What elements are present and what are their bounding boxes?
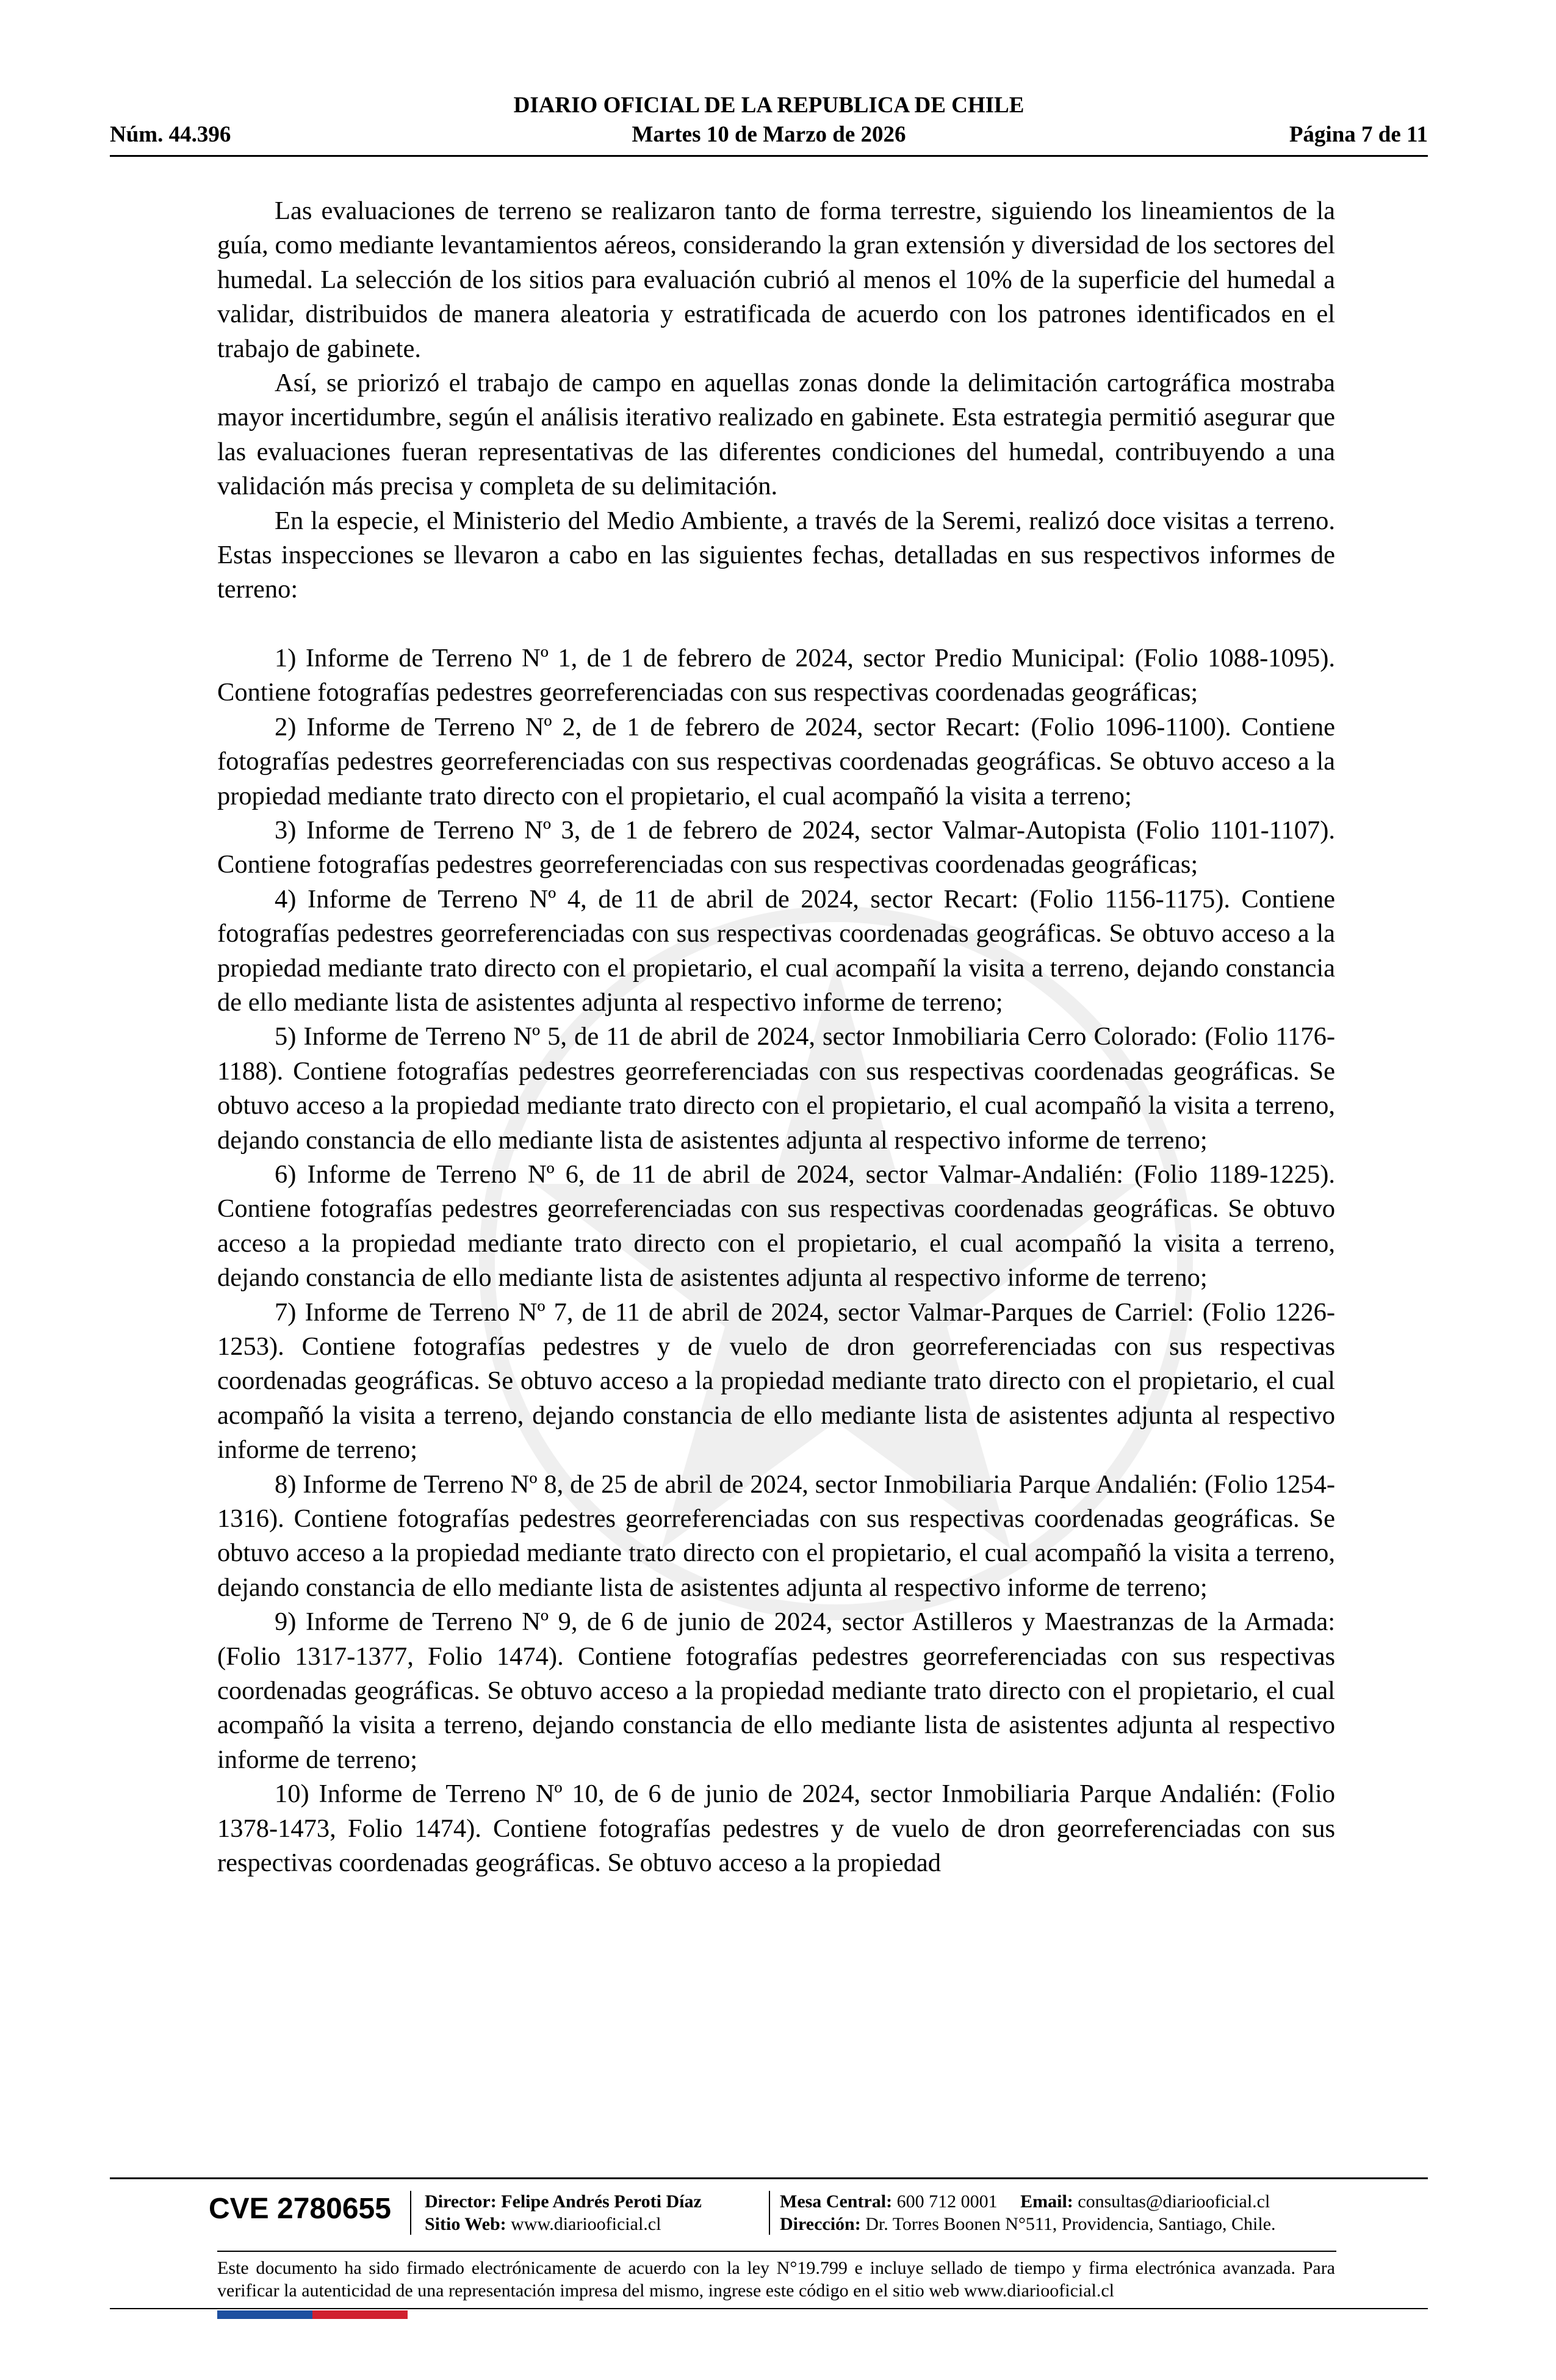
report-item: 4) Informe de Terreno Nº 4, de 11 de abril de 2024, sector Recart: (Folio 1156-1175). Contiene fotografías pedestres georreferenciadas con sus respectivas coordenadas geográficas. Se obtuvo acceso a la propiedad mediante trato directo con el propietario, el cual acompañí la visita a terreno, dejando constancia de ello mediante lista de asistentes adjunta al respectivo informe de terreno; <box>217 884 1335 1017</box>
report-item: 5) Informe de Terreno Nº 5, de 11 de abril de 2024, sector Inmobiliaria Cerro Colorado: (Folio 1176-1188). Contiene fotografías pedestres georreferenciadas con sus respectivas coordenadas geográficas. Se obtuvo acceso a la propiedad mediante trato directo con el propietario, el cual acompañó la visita a terreno, dejando constancia de ello mediante lista de asistentes adjunta al respectivo informe de terreno; <box>217 1022 1335 1155</box>
report-item: 9) Informe de Terreno Nº 9, de 6 de junio de 2024, sector Astilleros y Maestranzas de la Armada: (Folio 1317-1377, Folio 1474). Contiene fotografías pedestres georreferenciadas con sus respectivas coordenadas geográficas. Se obtuvo acceso a la propiedad mediante trato directo con el propietario, el cual acompañó la visita a terreno, dejando constancia de ello mediante lista de asistentes adjunta al respectivo informe de terreno; <box>217 1607 1335 1774</box>
footer-bottom-divider <box>110 2308 1428 2309</box>
report-item: 6) Informe de Terreno Nº 6, de 11 de abril de 2024, sector Valmar-Andalién: (Folio 1189-1225). Contiene fotografías pedestres georreferenciadas con sus respectivas coordenadas geográficas. Se obtuvo acceso a la propiedad mediante trato directo con el propietario, el cual acompañó la visita a terreno, dejando constancia de ello mediante lista de asistentes adjunta al respectivo informe de terreno; <box>217 1159 1335 1293</box>
report-item: 3) Informe de Terreno Nº 3, de 1 de febrero de 2024, sector Valmar-Autopista (Folio 1101-1107). Contiene fotografías pedestres georreferenciadas con sus respectivas coordenadas geográficas; <box>217 815 1335 879</box>
cve-code: CVE 2780655 <box>209 2193 391 2225</box>
report-item: 10) Informe de Terreno Nº 10, de 6 de junio de 2024, sector Inmobiliaria Parque Andalién: (Folio 1378-1473, Folio 1474). Contiene fotografías pedestres y de vuelo de dron georreferenciadas con sus respectivas coordenadas geográficas. Se obtuvo acceso a la propiedad <box>217 1780 1335 1878</box>
footer-separator <box>769 2191 770 2235</box>
site-label: Sitio Web: <box>425 2214 506 2234</box>
email-link[interactable]: consultas@diariooficial.cl <box>1078 2191 1270 2212</box>
page-number: Página 7 de 11 <box>1289 122 1428 147</box>
newspaper-title: DIARIO OFICIAL DE LA REPUBLICA DE CHILE <box>513 93 1025 118</box>
mesa-label: Mesa Central: <box>780 2191 893 2212</box>
report-item: 7) Informe de Terreno Nº 7, de 11 de abril de 2024, sector Valmar-Parques de Carriel: (Folio 1226-1253). Contiene fotografías pedestres y de vuelo de dron georreferenciadas con sus respectivas coordenadas geográficas. Se obtuvo acceso a la propiedad mediante trato directo con el propietario, el cual acompañó la visita a terreno, dejando constancia de ello mediante lista de asistentes adjunta al respectivo informe de terreno; <box>217 1297 1335 1465</box>
issue-date: Martes 10 de Marzo de 2026 <box>632 122 906 147</box>
document-body <box>217 194 1335 1881</box>
footer-divider <box>110 2177 1428 2179</box>
address-label: Dirección: <box>780 2214 861 2234</box>
flag-stripe-red <box>312 2310 408 2319</box>
paragraph-spacer <box>217 607 1335 641</box>
intro-paragraph: Así, se priorizó el trabajo de campo en aquellas zonas donde la delimitación cartográfica mostraba mayor incertidumbre, según el análisis iterativo realizado en gabinete. Esta estrategia permitió asegurar que las evaluaciones fueran representativas de las diferentes condiciones del humedal, contribuyendo a una validación más precisa y completa de su delimitación. <box>217 369 1335 501</box>
flag-stripe-blue <box>217 2310 312 2319</box>
signature-notice: Este documento ha sido firmado electrónicamente de acuerdo con la ley N°19.799 e incluye sellado de tiempo y firma electrónica avanzada. Para verificar la autenticidad de una representación impresa del mismo, ingrese este código en el sitio web www.diariooficial.cl <box>217 2258 1335 2301</box>
report-item: 1) Informe de Terreno Nº 1, de 1 de febrero de 2024, sector Predio Municipal: (Folio 1088-1095). Contiene fotografías pedestres georreferenciadas con sus respectivas coordenadas geográficas; <box>217 643 1335 707</box>
contact-line <box>780 2191 1270 2213</box>
intro-paragraph: Las evaluaciones de terreno se realizaron tanto de forma terrestre, siguiendo los lineamientos de la guía, como mediante levantamientos aéreos, considerando la gran extensión y diversidad de los sectores del humedal. La selección de los sitios para evaluación cubrió al menos el 10% de la superficie del humedal a validar, distribuidos de manera aleatoria y estratificada de acuerdo con los patrones identificados en el trabajo de gabinete. <box>217 197 1335 363</box>
director-label: Director: <box>425 2191 497 2212</box>
report-item: 2) Informe de Terreno Nº 2, de 1 de febrero de 2024, sector Recart: (Folio 1096-1100). Contiene fotografías pedestres georreferenciadas con sus respectivas coordenadas geográficas. Se obtuvo acceso a la propiedad mediante trato directo con el propietario, el cual acompañó la visita a terreno; <box>217 712 1335 810</box>
director-name: Felipe Andrés Peroti Díaz <box>501 2191 702 2212</box>
address-value: Dr. Torres Boonen N°511, Providencia, Santiago, Chile. <box>865 2214 1276 2234</box>
mesa-phone: 600 712 0001 <box>896 2191 998 2212</box>
address-line <box>780 2213 1276 2235</box>
report-item: 8) Informe de Terreno Nº 8, de 25 de abril de 2024, sector Inmobiliaria Parque Andalién: (Folio 1254-1316). Contiene fotografías pedestres georreferenciadas con sus respectivas coordenadas geográficas. Se obtuvo acceso a la propiedad mediante trato directo con el propietario, el cual acompañó la visita a terreno, dejando constancia de ello mediante lista de asistentes adjunta al respectivo informe de terreno; <box>217 1469 1335 1602</box>
footer-separator <box>410 2191 411 2235</box>
site-link[interactable]: www.diariooficial.cl <box>511 2214 661 2234</box>
issue-number: Núm. 44.396 <box>110 122 231 147</box>
site-line <box>425 2213 661 2235</box>
footer-inner-divider <box>217 2251 1336 2252</box>
email-label: Email: <box>1020 2191 1073 2212</box>
page-header <box>110 92 1428 159</box>
header-divider <box>110 155 1428 157</box>
director-line <box>425 2191 702 2213</box>
intro-paragraph: En la especie, el Ministerio del Medio Ambiente, a través de la Seremi, realizó doce visitas a terreno. Estas inspecciones se llevaron a cabo en las siguientes fechas, detalladas en sus respectivos informes de terreno: <box>217 506 1335 604</box>
